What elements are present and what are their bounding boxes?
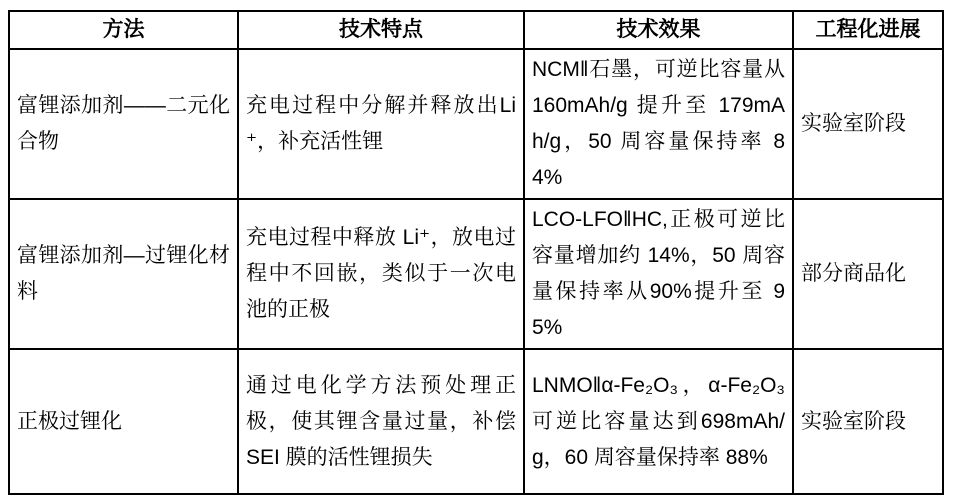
table-row xyxy=(9,199,943,349)
header-technical-effects: 技术效果 xyxy=(524,11,793,49)
table-header-row xyxy=(9,11,943,49)
header-method: 方法 xyxy=(9,11,238,49)
cell-progress: 实验室阶段 xyxy=(793,49,943,199)
cell-features: 充电过程中分解并释放出Li⁺，补充活性锂 xyxy=(238,49,524,199)
cell-method: 正极过锂化 xyxy=(9,349,238,494)
cell-method: 富锂添加剂——二元化合物 xyxy=(9,49,238,199)
cell-method: 富锂添加剂—过锂化材料 xyxy=(9,199,238,349)
cell-effects: NCM‖石墨，可逆比容量从 160mAh/g 提升至 179mAh/g，50 周容量保持率 84% xyxy=(524,49,793,199)
lithium-supplementation-table xyxy=(8,10,944,495)
cell-features: 充电过程中释放 Li⁺，放电过程中不回嵌，类似于一次电池的正极 xyxy=(238,199,524,349)
table-row xyxy=(9,49,943,199)
cell-progress: 实验室阶段 xyxy=(793,349,943,494)
cell-effects: LNMO‖α-Fe₂O₃，α-Fe₂O₃ 可逆比容量达到698mAh/g，60 周容量保持率 88% xyxy=(524,349,793,494)
cell-features: 通过电化学方法预处理正极，使其锂含量过量，补偿 SEI 膜的活性锂损失 xyxy=(238,349,524,494)
table-row xyxy=(9,349,943,494)
cell-effects: LCO-LFO‖HC,正极可逆比容量增加约 14%，50 周容量保持率从90%提升至 95% xyxy=(524,199,793,349)
header-engineering-progress: 工程化进展 xyxy=(793,11,943,49)
cell-progress: 部分商品化 xyxy=(793,199,943,349)
header-technical-features: 技术特点 xyxy=(238,11,524,49)
